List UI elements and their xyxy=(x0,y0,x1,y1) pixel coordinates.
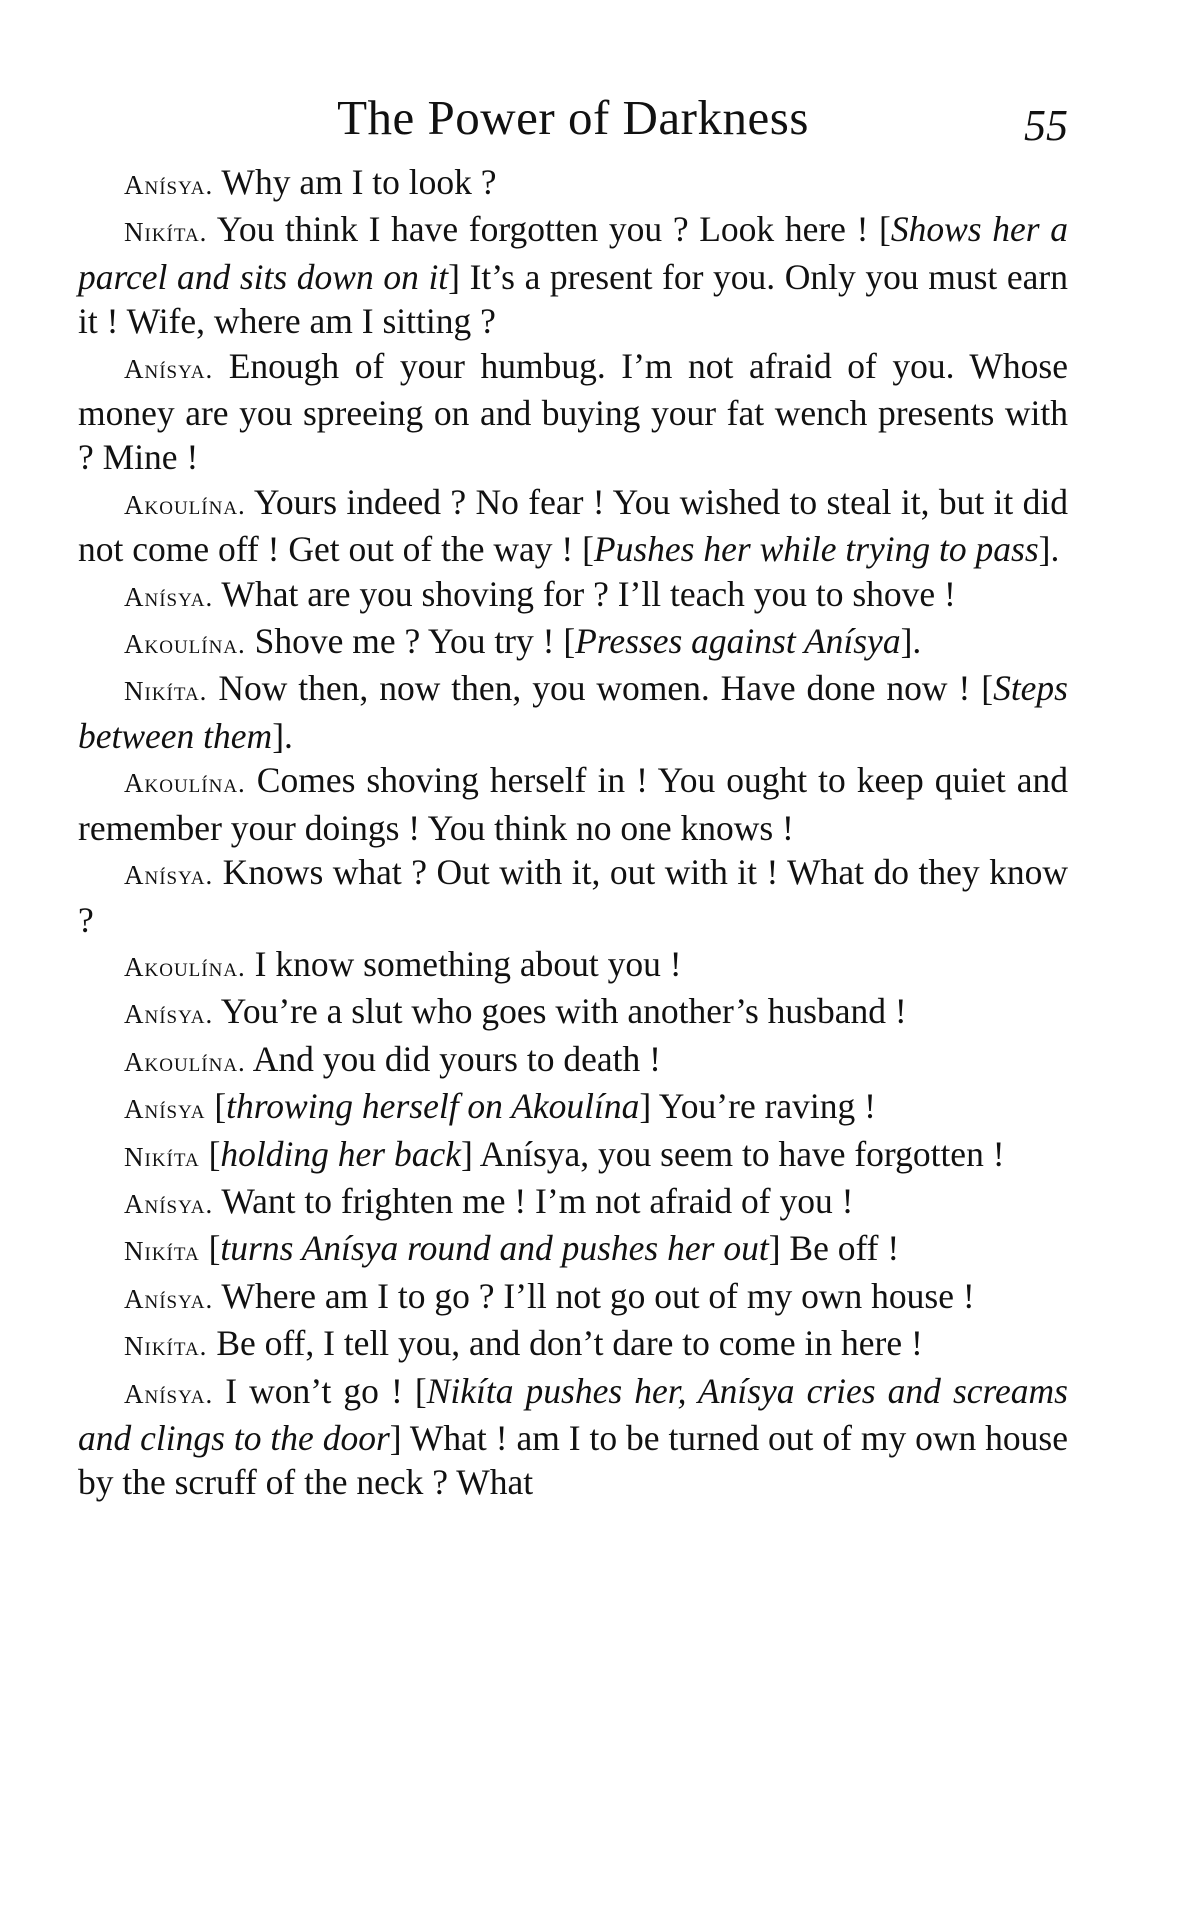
speaker-name: Anísya. xyxy=(124,1378,214,1409)
dialogue-text: [ xyxy=(205,1086,227,1127)
speaker-name: Anísya. xyxy=(124,860,214,891)
speaker-name: Anísya. xyxy=(124,1188,214,1219)
stage-direction: holding her back xyxy=(220,1133,461,1174)
speech-paragraph xyxy=(78,344,1068,480)
speaker-name: Nikíta xyxy=(124,1141,200,1172)
speaker-name: Anísya. xyxy=(124,999,214,1030)
book-page xyxy=(78,88,1068,1505)
dialogue-text: [ xyxy=(199,1228,221,1269)
speaker-name: Akoulína. xyxy=(124,629,246,660)
speaker-name: Akoulína. xyxy=(124,1046,246,1077)
speaker-name: Akoulína. xyxy=(124,951,246,982)
dialogue-text: Be off, I tell you, and don’t dare to come in here ! xyxy=(207,1323,923,1364)
dialogue-text: You’re a slut who goes with another’s husband ! xyxy=(213,991,907,1032)
speech-paragraph xyxy=(78,572,1068,619)
dialogue-text: [ xyxy=(199,1133,221,1174)
page-number: 55 xyxy=(1024,101,1068,150)
speech-paragraph xyxy=(78,1037,1068,1084)
play-text xyxy=(78,160,1068,1505)
dialogue-text: Where am I to go ? I’ll not go out of my own house ! xyxy=(213,1275,975,1316)
dialogue-text: Why am I to look ? xyxy=(213,162,497,202)
stage-direction: throwing herself on Akoulína xyxy=(226,1086,640,1127)
speaker-name: Anísya. xyxy=(124,353,214,384)
dialogue-text: ] What ! am I to be turned out of my own house by the scruff of the neck ? What xyxy=(78,1417,1068,1503)
dialogue-text: Shove me ? You try ! [ xyxy=(245,621,576,662)
speech-paragraph xyxy=(78,1321,1068,1368)
dialogue-text: Enough of your humbug. I’m not afraid of you. Whose money are you spreeing on and buying your fat wench presents with ? Mine ! xyxy=(78,345,1068,478)
speaker-name: Anísya. xyxy=(124,170,214,200)
speaker-name: Nikíta. xyxy=(124,676,208,707)
dialogue-text: Want to frighten me ! I’m not afraid of you ! xyxy=(213,1180,854,1221)
dialogue-text: ]. xyxy=(272,715,293,756)
speech-paragraph xyxy=(78,1274,1068,1321)
stage-direction: Steps between them xyxy=(78,668,1068,756)
dialogue-text: Yours indeed ? No fear ! You wished to steal it, but it did not come off ! Get out of the way ! [ xyxy=(78,481,1068,570)
stage-direction: Nikíta pushes her, Anísya cries and screams and clings to the door xyxy=(78,1370,1068,1458)
stage-direction: Presses against Anísya xyxy=(575,621,901,662)
page-header xyxy=(78,88,1068,154)
speech-paragraph xyxy=(78,1132,1068,1179)
dialogue-text: What are you shoving for ? I’ll teach you to shove ! xyxy=(213,573,956,614)
dialogue-text: ]. xyxy=(1038,529,1060,570)
dialogue-text: You think I have forgotten you ? Look here ! [ xyxy=(207,209,891,250)
speech-paragraph xyxy=(78,1084,1068,1131)
speech-paragraph xyxy=(78,942,1068,989)
dialogue-text: I won’t go ! [ xyxy=(213,1370,427,1411)
dialogue-text: And you did yours to death ! xyxy=(245,1038,661,1079)
speech-paragraph xyxy=(78,850,1068,942)
dialogue-text: ] Anísya, you seem to have forgotten ! xyxy=(460,1133,1005,1174)
speaker-name: Nikíta xyxy=(124,1236,200,1267)
dialogue-text: ] Be off ! xyxy=(768,1228,900,1269)
speech-paragraph xyxy=(78,666,1068,758)
speech-paragraph xyxy=(78,207,1068,343)
dialogue-text: ] You’re raving ! xyxy=(639,1086,876,1127)
speaker-name: Akoulína. xyxy=(124,489,246,520)
dialogue-text: Now then, now then, you women. Have done now ! [ xyxy=(207,668,994,709)
speaker-name: Anísya. xyxy=(124,1283,214,1314)
speaker-name: Nikíta. xyxy=(124,1331,208,1362)
speech-paragraph xyxy=(78,619,1068,666)
dialogue-text: ] It’s a present for you. Only you must earn it ! Wife, where am I sitting ? xyxy=(78,256,1068,342)
stage-direction: Pushes her while trying to pass xyxy=(593,529,1039,570)
dialogue-text: Knows what ? Out with it, out with it ! What do they know ? xyxy=(78,852,1068,940)
dialogue-text: ]. xyxy=(900,621,922,662)
dialogue-text: I know something about you ! xyxy=(245,943,682,984)
speaker-name: Nikíta. xyxy=(124,217,208,248)
speech-paragraph xyxy=(78,1369,1068,1505)
speaker-name: Akoulína. xyxy=(124,768,246,799)
stage-direction: turns Anísya round and pushes her out xyxy=(220,1228,769,1269)
speaker-name: Anísya. xyxy=(124,581,214,612)
speech-paragraph xyxy=(78,480,1068,572)
speech-paragraph xyxy=(78,758,1068,850)
speaker-name: Anísya xyxy=(124,1094,206,1125)
speech-paragraph xyxy=(78,160,1068,207)
speech-paragraph xyxy=(78,989,1068,1036)
stage-direction: Shows her a parcel and sits down on it xyxy=(78,209,1068,297)
running-title: The Power of Darkness xyxy=(337,90,809,145)
dialogue-text: Comes shoving herself in ! You ought to keep quiet and remember your doings ! You think no one knows ! xyxy=(78,760,1068,848)
speech-paragraph xyxy=(78,1226,1068,1273)
speech-paragraph xyxy=(78,1179,1068,1226)
